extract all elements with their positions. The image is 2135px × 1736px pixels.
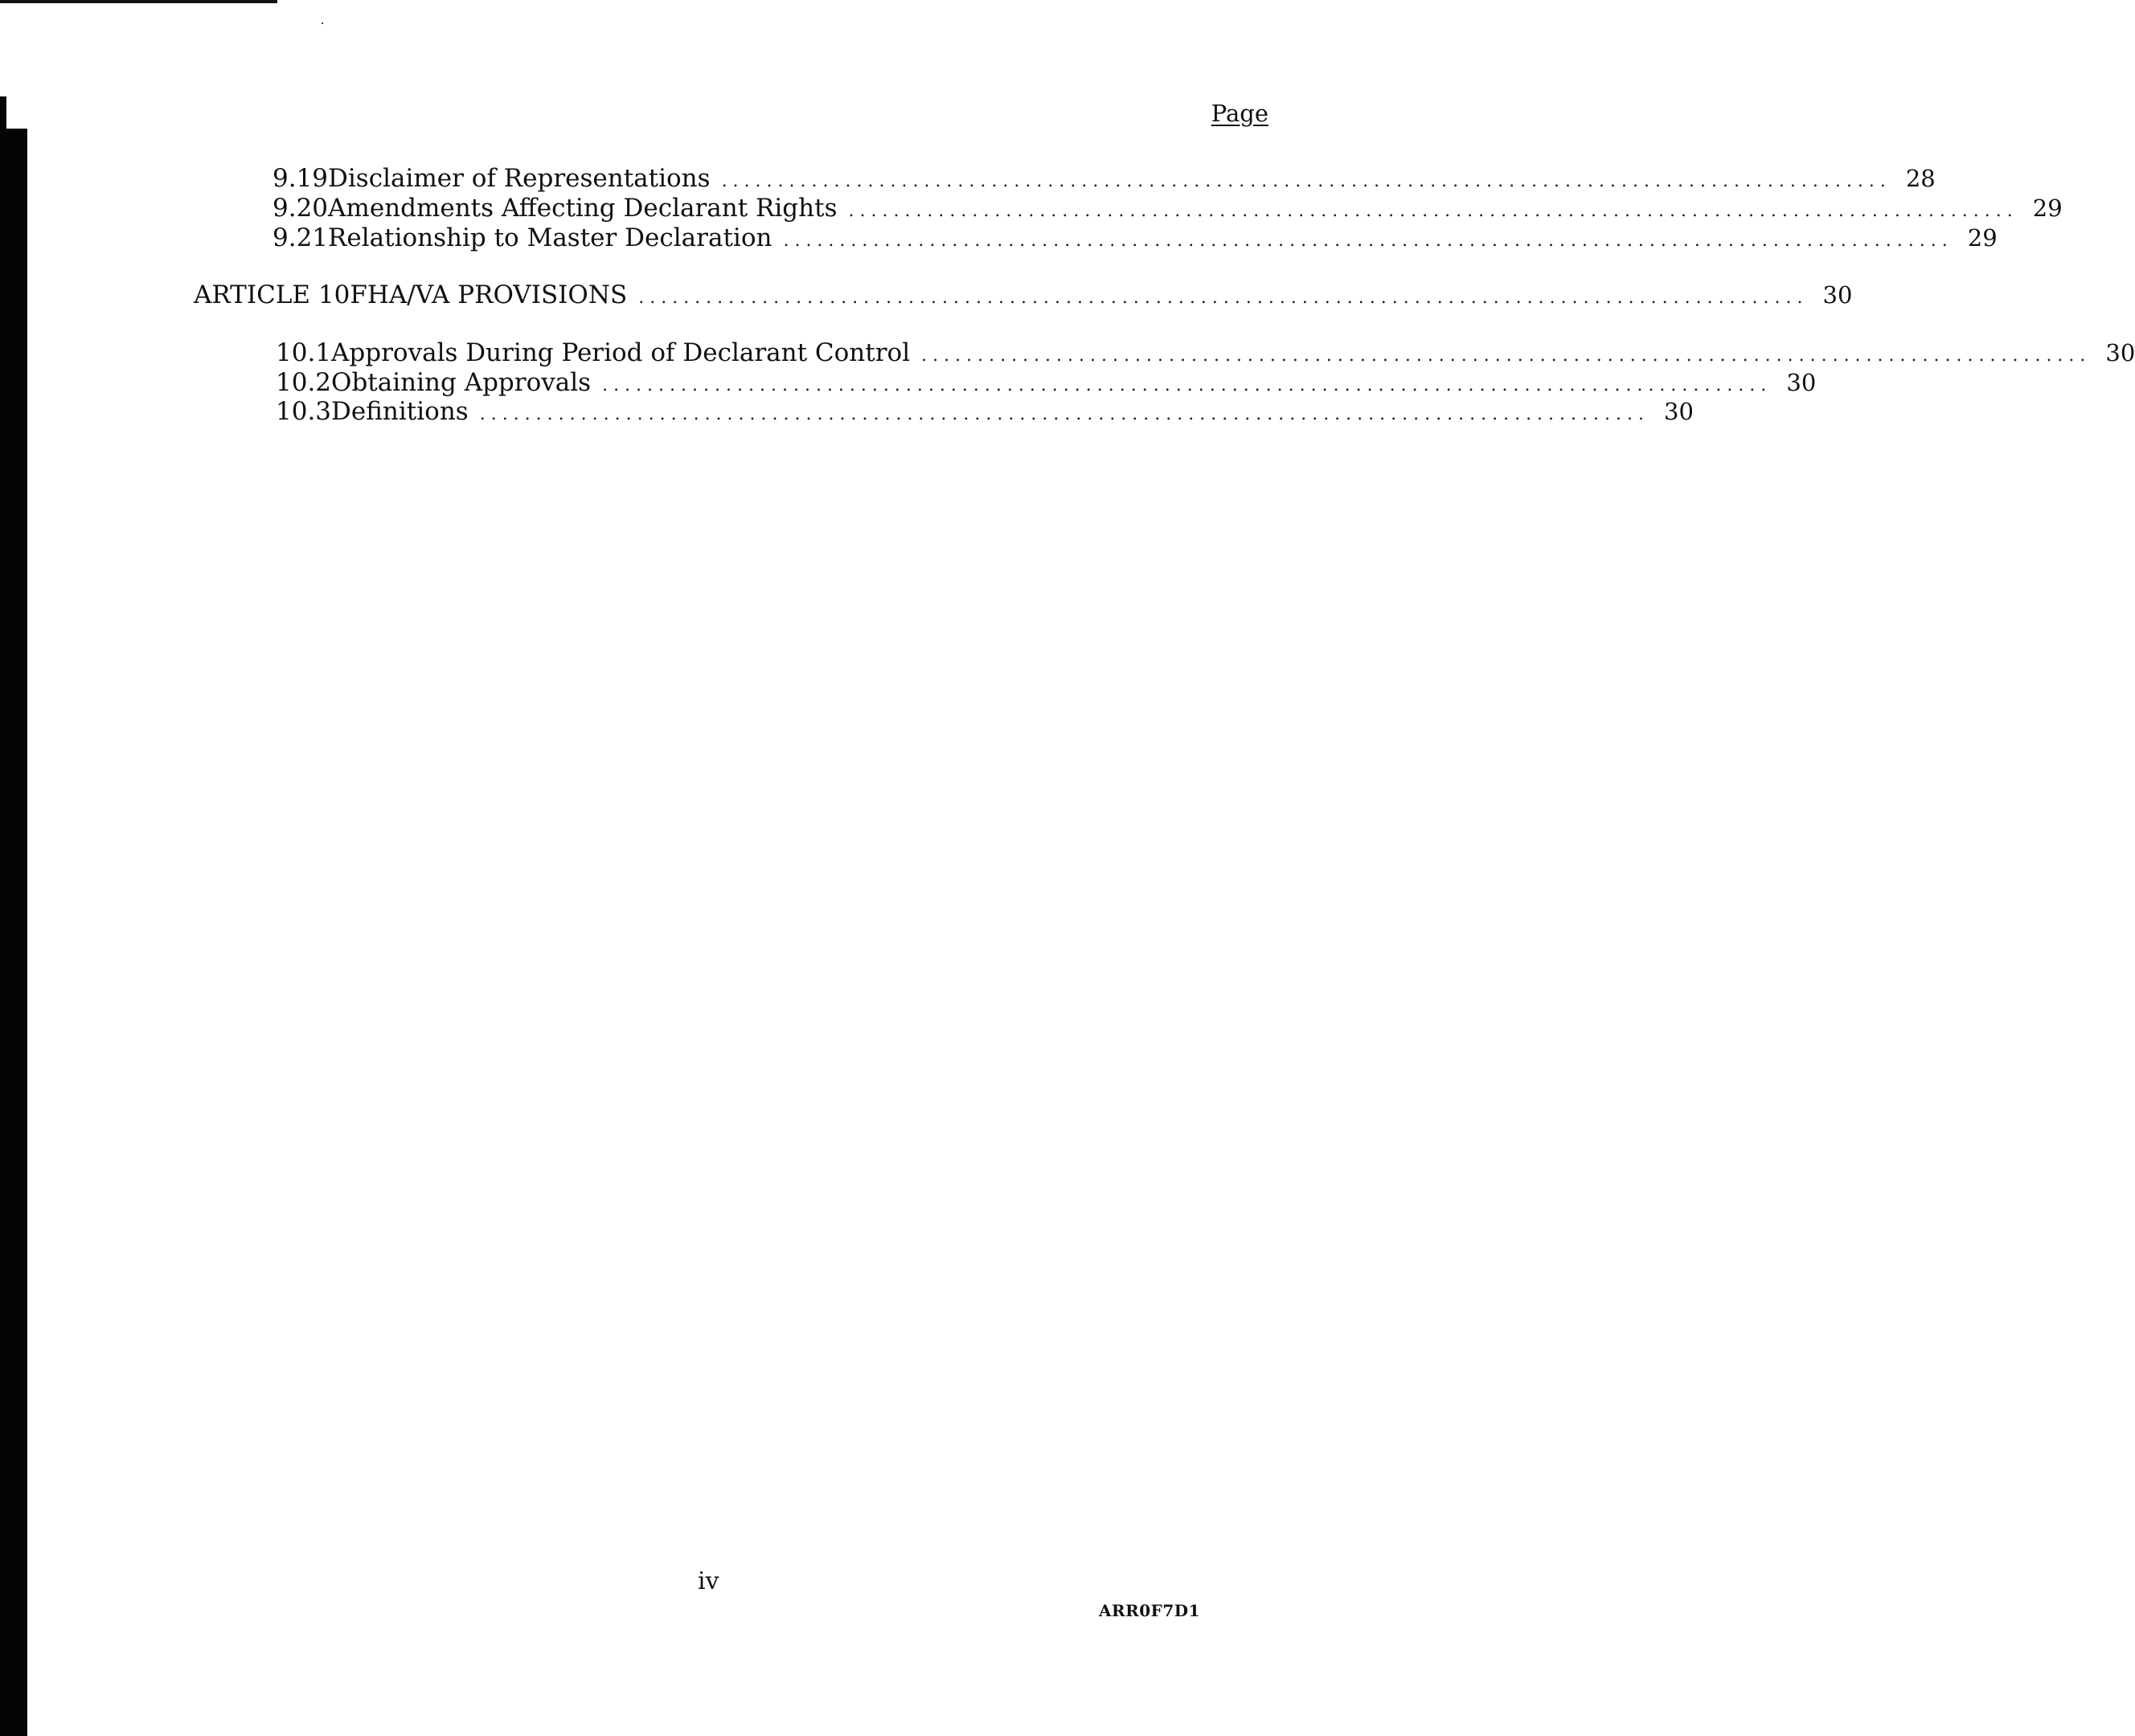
- toc-row: [273, 223, 1998, 256]
- toc-leader-dots: ........................................................................................................: [848, 201, 2018, 221]
- scan-speck: [322, 23, 323, 24]
- toc-section-title: Obtaining Approvals: [331, 368, 592, 397]
- toc-section-number: 10.3: [276, 397, 332, 426]
- toc-page-number: 30: [2105, 339, 2135, 366]
- toc-page-number: 30: [1664, 398, 1694, 425]
- toc-row: [276, 338, 2135, 371]
- scan-edge-notch: [0, 96, 6, 133]
- toc-page-number: 29: [2032, 194, 2063, 222]
- toc-page-number: 30: [1822, 281, 1853, 309]
- toc-leader-dots: ........................................................................................................: [479, 404, 1649, 424]
- scan-top-rule: [0, 0, 277, 3]
- toc-article-title: FHA/VA PROVISIONS: [350, 280, 628, 309]
- toc-page-number: 29: [1967, 224, 1998, 252]
- toc-row: [276, 397, 1694, 429]
- toc-article-row: [194, 280, 1853, 313]
- toc-page-number: 30: [1786, 369, 1817, 396]
- toc-leader-dots: ........................................................................................................: [783, 231, 1953, 251]
- toc-row: [273, 194, 2063, 226]
- toc-section-title: Disclaimer of Representations: [328, 164, 711, 193]
- toc-leader-dots: ........................................................................................................: [638, 288, 1809, 308]
- toc-row: [273, 164, 1936, 196]
- footer-page-number: iv: [698, 1567, 719, 1595]
- toc-article-number: ARTICLE 10: [194, 280, 350, 309]
- scan-left-edge: [0, 129, 27, 1736]
- toc-leader-dots: ........................................................................................................: [921, 346, 2092, 366]
- toc-page-number: 28: [1905, 165, 1936, 192]
- toc-section-number: 9.21: [273, 223, 329, 252]
- toc-leader-dots: ........................................................................................................: [602, 375, 1772, 395]
- toc-row: [276, 368, 1817, 400]
- toc-section-number: 9.19: [273, 164, 329, 193]
- toc-section-title: Amendments Affecting Declarant Rights: [328, 194, 838, 223]
- toc-section-title: Definitions: [331, 397, 469, 426]
- toc-section-title: Relationship to Master Declaration: [328, 223, 772, 252]
- page-column-header: Page: [1211, 100, 1268, 127]
- toc-leader-dots: ........................................................................................................: [721, 171, 1891, 191]
- document-code: ARR0F7D1: [1099, 1601, 1201, 1620]
- toc-section-number: 10.2: [276, 368, 332, 397]
- toc-section-number: 9.20: [273, 194, 329, 223]
- toc-section-title: Approvals During Period of Declarant Control: [331, 338, 911, 367]
- toc-section-number: 10.1: [276, 338, 332, 367]
